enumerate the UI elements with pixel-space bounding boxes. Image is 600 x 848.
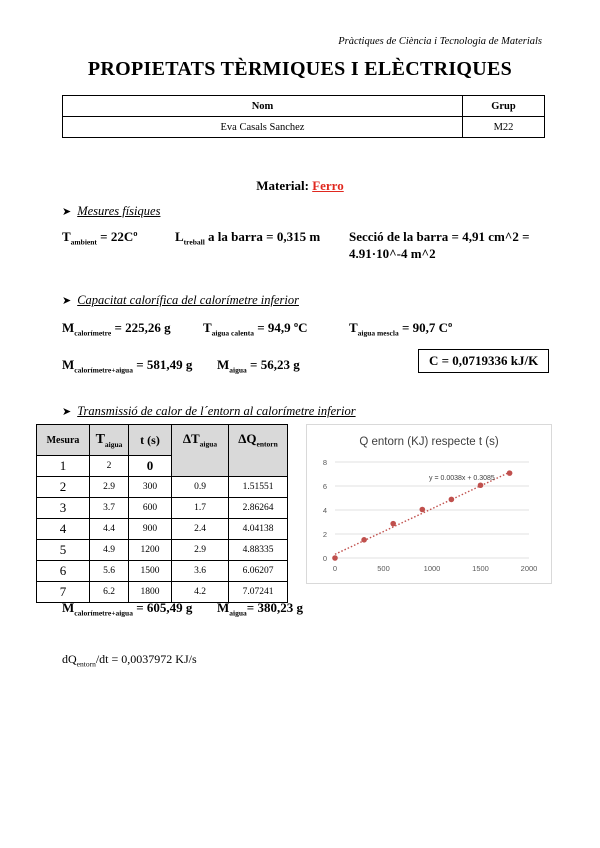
m-calorimetre: $M_{calorímetre} = 225,26$ g [62, 320, 171, 338]
section-capacitat [62, 293, 299, 308]
arrow-bullet-icon: ➤ [62, 206, 72, 218]
data-point [478, 482, 484, 488]
trendline [335, 472, 510, 554]
table-cell [229, 456, 288, 477]
name-group-table [62, 95, 545, 138]
table-cell: 3.7 [90, 498, 129, 519]
material-line [0, 178, 600, 194]
table-cell: 300 [129, 477, 172, 498]
table-cell: 1500 [129, 561, 172, 582]
measurements-table [36, 424, 288, 603]
table-cell [172, 456, 229, 477]
x-tick-label: 0 [332, 564, 338, 573]
table-cell: 2 [90, 456, 129, 477]
table-cell: 7 [37, 582, 90, 603]
chart-title: Q entorn (KJ) respecte t (s) [359, 436, 499, 448]
table-cell: 6.06207 [229, 561, 288, 582]
student-group: M22 [463, 117, 545, 138]
m-aigua: $M_{aigua} = 56,23$ g [217, 357, 300, 375]
table-cell: 900 [129, 519, 172, 540]
trendline-equation: y = 0.0038x + 0.3085 [429, 475, 495, 482]
table-row [37, 477, 288, 498]
table-row [37, 456, 288, 477]
y-tick-label: 0 [322, 554, 327, 563]
th-mesura: Mesura [37, 425, 90, 456]
table-row [37, 519, 288, 540]
m-calorimetre-aigua: $M_{calorímetre+aigua} = 581,49$ g [62, 357, 193, 375]
x-tick-label: 500 [377, 564, 390, 573]
table-row [37, 498, 288, 519]
material-label: Material: [256, 178, 309, 193]
x-tick-label: 1000 [423, 564, 441, 573]
table-header-row [37, 425, 288, 456]
seccio-line-2: 4.91·10^-4 m^2 [349, 246, 436, 261]
section-transmissio-title: Transmissió de calor de l´entorn al calorímetre inferior [77, 404, 356, 418]
table-cell: 4.9 [90, 540, 129, 561]
table-cell: 1200 [129, 540, 172, 561]
t-aigua-mescla: $T_{aigua mescla} = 90,7$ Cº [349, 320, 453, 338]
result-m-aigua: $M_{aigua}= 380,23$ g [217, 600, 303, 618]
th-delta-q: $\Delta Q_{entorn}$ [229, 425, 288, 456]
t-ambient: $T_{ambient}$ = 22Cº [62, 229, 138, 247]
table-cell: 7.07241 [229, 582, 288, 603]
material-value: Ferro [312, 178, 344, 193]
table-cell: 2.86264 [229, 498, 288, 519]
table-cell: 6 [37, 561, 90, 582]
table-cell: 0.9 [172, 477, 229, 498]
table-cell: 2.9 [90, 477, 129, 498]
data-point [507, 470, 513, 476]
section-capacitat-title: Capacitat calorífica del calorímetre inferior [77, 293, 299, 307]
data-point [390, 521, 396, 527]
table-body [37, 456, 288, 603]
data-point [420, 507, 426, 513]
table-cell: 4 [37, 519, 90, 540]
table-cell: 3.6 [172, 561, 229, 582]
student-name: Eva Casals Sanchez [63, 117, 463, 138]
c-result-box: C = 0,0719336 kJ/K [418, 349, 549, 373]
col-name-header: Nom [63, 96, 463, 117]
table-cell: 4.2 [172, 582, 229, 603]
l-treball: $L_{treball}$ a la barra = 0,315 m [175, 229, 321, 247]
data-point [449, 497, 455, 503]
table-cell: 4.88335 [229, 540, 288, 561]
table-row [37, 561, 288, 582]
table-cell: 1800 [129, 582, 172, 603]
header-note: Pràctiques de Ciència i Tecnologia de Materials [338, 36, 542, 47]
table-cell: 1.51551 [229, 477, 288, 498]
chart-container [306, 424, 552, 584]
arrow-bullet-icon: ➤ [62, 295, 72, 307]
scatter-chart [307, 425, 551, 583]
table-cell: 0 [129, 456, 172, 477]
table-cell: 2.4 [172, 519, 229, 540]
data-point [361, 537, 367, 543]
col-group-header: Grup [463, 96, 545, 117]
y-tick-label: 6 [322, 482, 327, 491]
th-delta-t: $\Delta T_{aigua}$ [172, 425, 229, 456]
arrow-bullet-icon: ➤ [62, 406, 72, 418]
th-t-aigua: $T_{aigua}$ [90, 425, 129, 456]
table-cell: 4.04138 [229, 519, 288, 540]
y-tick-label: 8 [322, 458, 327, 467]
t-aigua-calenta: $T_{aigua calenta} = 94,9$ ºC [203, 320, 308, 338]
section-mesures-title: Mesures físiques [77, 204, 161, 218]
y-tick-label: 4 [322, 506, 327, 515]
table-cell: 5.6 [90, 561, 129, 582]
table-cell: 3 [37, 498, 90, 519]
table-cell: 2 [37, 477, 90, 498]
x-tick-label: 1500 [472, 564, 489, 573]
table-cell: 1 [37, 456, 90, 477]
page-title: PROPIETATS TÈRMIQUES I ELÈCTRIQUES [87, 58, 513, 80]
table-row [37, 540, 288, 561]
seccio-line-1: Secció de la barra = 4,91 cm^2 = [349, 229, 530, 244]
table-cell: 600 [129, 498, 172, 519]
section-mesures [62, 204, 160, 219]
y-tick-label: 2 [322, 530, 327, 539]
section-transmissio [62, 404, 356, 419]
th-time: t (s) [129, 425, 172, 456]
dq-dt-result: $dQ_{entorn}/dt = 0,0037972$ KJ/s [62, 652, 197, 669]
table-cell: 5 [37, 540, 90, 561]
data-point [332, 555, 338, 561]
table-cell: 1.7 [172, 498, 229, 519]
table-cell: 6.2 [90, 582, 129, 603]
result-m-calorimetre-aigua: $M_{calorímetre+aigua} = 605,49$ g [62, 600, 193, 618]
table-cell: 4.4 [90, 519, 129, 540]
table-cell: 2.9 [172, 540, 229, 561]
x-tick-label: 2000 [520, 564, 538, 573]
